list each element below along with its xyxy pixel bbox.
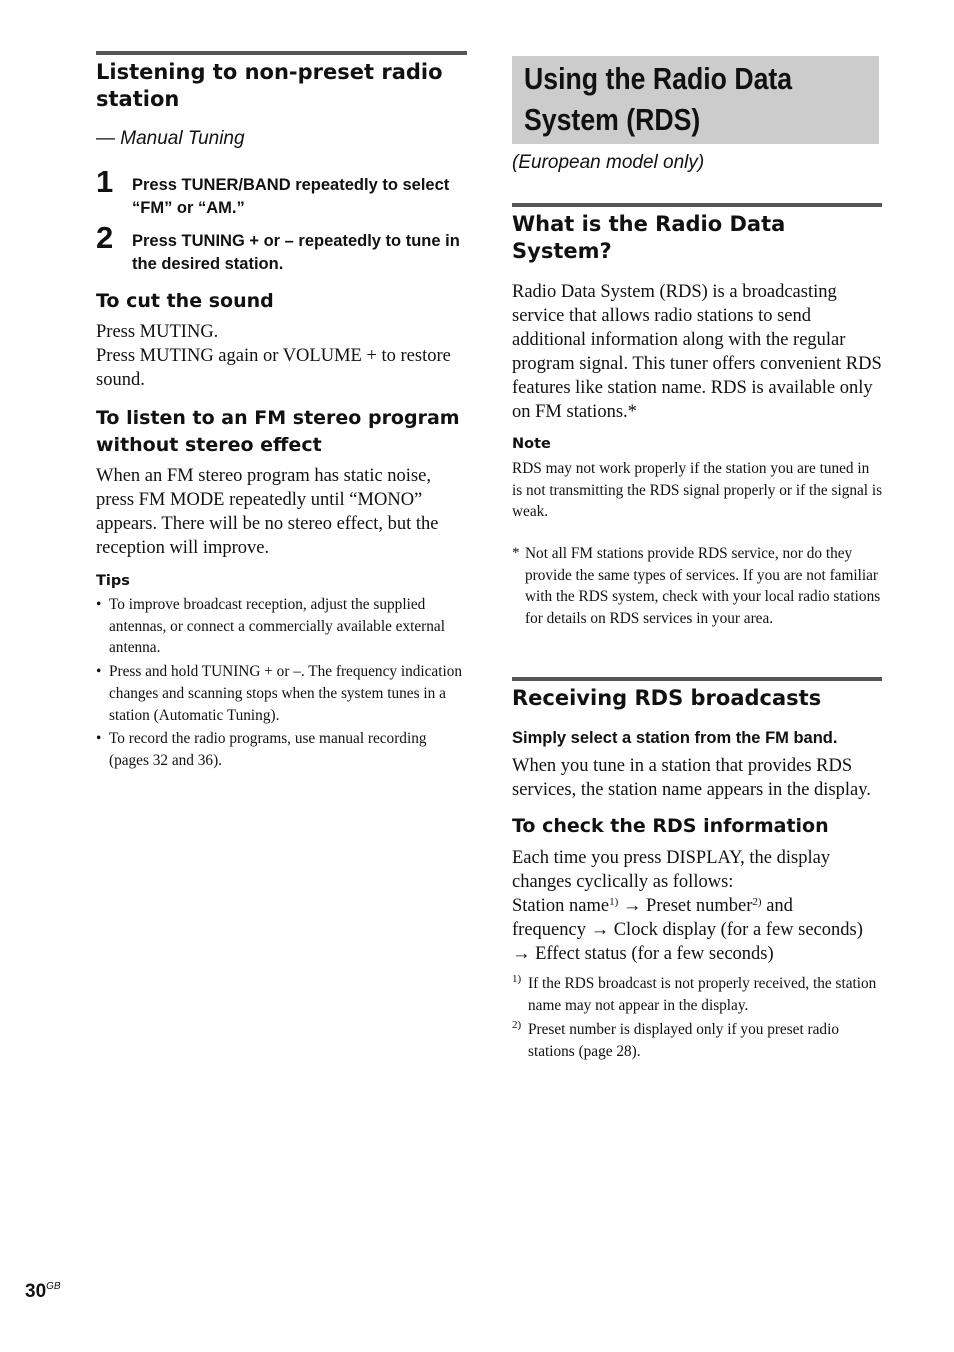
step-text: Press TUNER/BAND repeatedly to select “FM” or “AM.” — [132, 176, 450, 217]
seq-preset: Preset number — [646, 896, 753, 916]
asterisk-mark: * — [512, 545, 520, 561]
seq-frequency: frequency — [512, 920, 586, 940]
footnote-ref: 1) — [609, 896, 619, 908]
chapter-title-box — [512, 56, 879, 144]
what-is-heading: What is the Radio Data System? — [512, 212, 786, 263]
footnote — [512, 973, 883, 1016]
chapter-subtitle: (European model only) — [512, 152, 705, 173]
cut-sound-heading: To cut the sound — [96, 290, 274, 312]
section-title: Listening to non-preset radio station — [96, 60, 443, 111]
receiving-body: When you tune in a station that provides RDS services, the station name appears in the display. — [512, 756, 871, 800]
list-item: • To improve broadcast reception, adjust the supplied antennas, or connect a commercially available external antenna. — [96, 594, 467, 659]
footnote — [512, 1019, 883, 1062]
footnote-mark: 2) — [512, 1019, 522, 1031]
arrow-icon: → — [590, 920, 610, 940]
section-subtitle: — Manual Tuning — [96, 128, 245, 149]
seq-station: Station name — [512, 896, 610, 916]
page-number — [25, 1281, 61, 1303]
tips-list — [96, 594, 467, 774]
section-rule — [512, 677, 882, 681]
list-item: • Press and hold TUNING + or –. The frequency indication changes and scanning stops when the system tunes in a station (Automatic Tuning). — [96, 661, 467, 726]
fm-stereo-heading: To listen to an FM stereo program without stereo effect — [96, 407, 460, 456]
check-info-intro: Each time you press DISPLAY, the display changes cyclically as follows: — [512, 848, 831, 892]
check-info-heading: To check the RDS information — [512, 815, 829, 837]
step-number: 1 — [96, 164, 114, 199]
seq-effect: Effect status (for a few seconds) — [535, 944, 774, 964]
footnote-mark: 1) — [512, 973, 522, 985]
page-number-value: 30 — [25, 1281, 47, 1302]
cut-sound-line: Press MUTING. — [96, 322, 219, 342]
list-item: • To record the radio programs, use manual recording (pages 32 and 36). — [96, 728, 467, 771]
asterisk-note — [512, 543, 883, 630]
section-rule — [96, 51, 467, 55]
note-label: Note — [512, 436, 551, 452]
arrow-icon: → — [512, 944, 531, 964]
cut-sound-line: Press MUTING again or VOLUME + to restore sound. — [96, 346, 451, 390]
section-rule — [512, 203, 882, 207]
step-text: Press TUNING + or – repeatedly to tune in the desired station. — [132, 232, 460, 273]
note-body: RDS may not work properly if the station you are tuned in is not transmitting the RDS signal properly or if the signal is weak. — [512, 460, 883, 521]
asterisk-note-text: Not all FM stations provide RDS service, nor do they provide the same types of services. If you are not familiar with the RDS system, check with your local radio stations for details on RDS services in your area. — [525, 545, 881, 628]
footnote-text: Preset number is displayed only if you preset radio stations (page 28). — [528, 1021, 839, 1060]
footnote-text: If the RDS broadcast is not properly received, the station name may not appear in the display. — [528, 975, 877, 1014]
seq-clock: Clock display (for a few seconds) — [613, 920, 863, 940]
tips-label: Tips — [96, 573, 130, 589]
step-number: 2 — [96, 220, 114, 255]
display-sequence — [512, 894, 887, 966]
receiving-instruction: Simply select a station from the FM band. — [512, 729, 838, 747]
chapter-title: Using the Radio Data System (RDS) — [524, 61, 793, 137]
what-is-body: Radio Data System (RDS) is a broadcasting service that allows radio stations to send additional information along with the regular program signal. This tuner offers convenient RDS features like station name. RDS is available only on FM stations.* — [512, 282, 882, 422]
fm-stereo-body: When an FM stereo program has static noise, press FM MODE repeatedly until “MONO” appears. There will be no stereo effect, but the reception will improve. — [96, 466, 439, 558]
footnote-ref: 2) — [752, 896, 762, 908]
receiving-heading: Receiving RDS broadcasts — [512, 686, 822, 710]
arrow-icon: → — [622, 896, 642, 916]
seq-and: and — [766, 896, 793, 916]
region-code: GB — [46, 1281, 61, 1292]
